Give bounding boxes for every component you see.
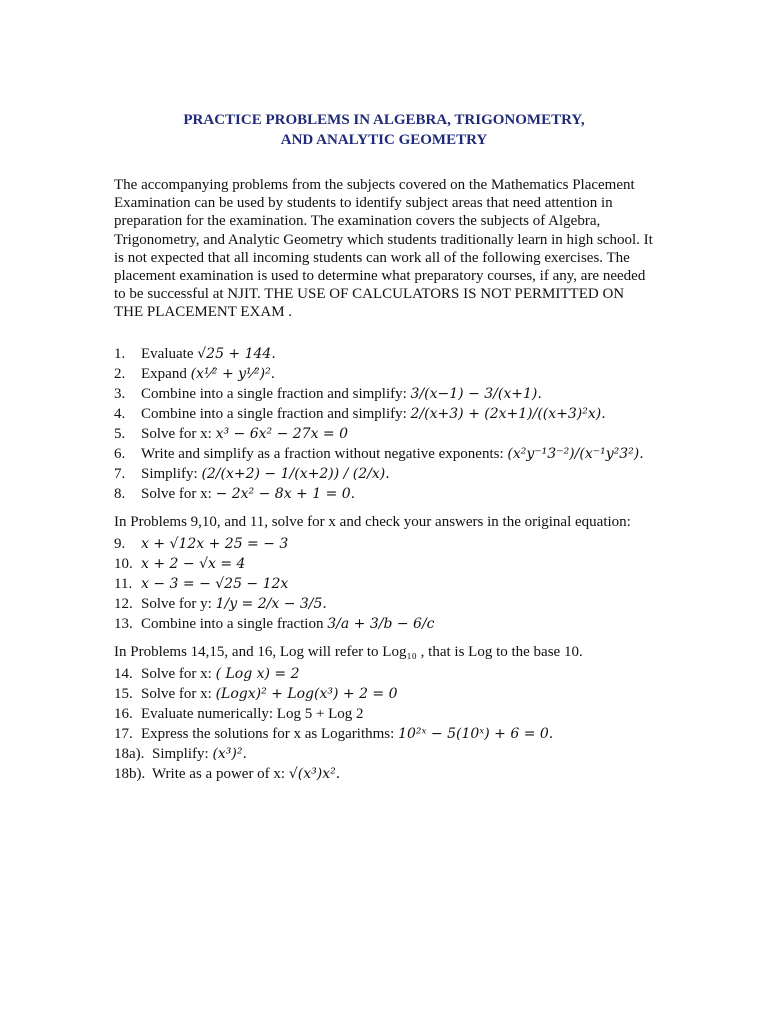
problem-13: [114, 614, 654, 634]
problem-text: Solve for y:: [141, 595, 216, 612]
problem-text: Evaluate: [141, 345, 198, 362]
problem-number: 1.: [114, 345, 126, 362]
problem-math: x³ − 6x² − 27x = 0: [215, 425, 349, 442]
problem-number: 3.: [114, 385, 126, 402]
title-line-1: PRACTICE PROBLEMS IN ALGEBRA, TRIGONOMETRY,: [183, 112, 585, 128]
note-problems-9-11: In Problems 9,10, and 11, solve for x and check your answers in the original equation:: [114, 513, 631, 530]
problem-list-1: [114, 344, 654, 504]
problem-math: x + √12x + 25 = − 3: [141, 535, 289, 552]
problem-text: Combine into a single fraction and simplify:: [141, 385, 411, 402]
problem-text: Combine into a single fraction and simplify:: [141, 405, 411, 422]
problem-number: 8.: [114, 485, 126, 502]
problem-list-2: [114, 534, 654, 634]
problem-list-3: [114, 664, 654, 784]
problem-math: ( Log x) = 2: [215, 665, 300, 682]
problem-14: [114, 664, 654, 684]
problem-text: Simplify:: [141, 465, 202, 482]
document-title: [114, 110, 654, 150]
problem-number: 18a).: [114, 745, 145, 762]
problem-number: 12.: [114, 595, 133, 612]
problem-math: 3/(x−1) − 3/(x+1).: [410, 385, 542, 402]
problem-math: 10²ˣ − 5(10ˣ) + 6 = 0.: [398, 725, 554, 742]
problem-text: Solve for x:: [141, 425, 216, 442]
problem-number: 15.: [114, 685, 133, 702]
problem-6: [114, 444, 654, 464]
problem-12: [114, 594, 654, 614]
problem-number: 10.: [114, 555, 133, 572]
problem-text: Write as a power of x:: [152, 765, 289, 782]
problem-number: 18b).: [114, 765, 146, 782]
problem-math: √(x³)x².: [288, 765, 341, 782]
problem-text: Evaluate numerically: Log 5 + Log 2: [141, 705, 364, 722]
problem-number: 17.: [114, 725, 133, 742]
problem-4: [114, 404, 654, 424]
problem-text: Expand: [141, 365, 191, 382]
problem-number: 9.: [114, 535, 126, 552]
problem-math: 2/(x+3) + (2x+1)/((x+3)²x).: [410, 405, 606, 422]
title-line-2: AND ANALYTIC GEOMETRY: [280, 132, 488, 148]
document-page: [114, 110, 654, 784]
problem-math: (2/(x+2) − 1/(x+2)) / (2/x).: [201, 465, 390, 482]
problem-8: [114, 484, 654, 504]
intro-paragraph: The accompanying problems from the subjects covered on the Mathematics Placement Examination can be used by students to identify subject areas that need attention in preparation for the examination. The examination covers the subjects of Algebra, Trigonometry, and Analytic Geometry which students traditionally learn in high school. It is not expected that all incoming students can work all of the following exercises. The placement examination is used to determine what preparatory courses, if any, are needed to be successful at NJIT. THE USE OF CALCULATORS IS NOT PERMITTED ON THE PLACEMENT EXAM .: [114, 177, 653, 321]
problem-5: [114, 424, 654, 444]
problem-math: (x¹⁄² + y¹⁄²)².: [190, 365, 276, 382]
problem-11: [114, 574, 654, 594]
problem-number: 5.: [114, 425, 126, 442]
problem-number: 7.: [114, 465, 126, 482]
problem-number: 2.: [114, 365, 126, 382]
problem-math: 3/a + 3/b − 6/c: [327, 615, 435, 632]
problem-math: x − 3 = − √25 − 12x: [141, 575, 289, 592]
problem-2: [114, 364, 654, 384]
problem-math: 1/y = 2/x − 3/5.: [215, 595, 327, 612]
problem-number: 4.: [114, 405, 126, 422]
problem-text: Express the solutions for x as Logarithms:: [141, 725, 399, 742]
problem-math: (Logx)² + Log(x³) + 2 = 0: [215, 685, 398, 702]
problem-number: 16.: [114, 705, 133, 722]
problem-math: − 2x² − 8x + 1 = 0.: [215, 485, 356, 502]
problem-text: Combine into a single fraction: [141, 615, 328, 632]
problem-number: 6.: [114, 445, 126, 462]
problem-9: [114, 534, 654, 554]
problem-16: [114, 704, 654, 724]
problem-math: √25 + 144.: [197, 345, 276, 362]
problem-text: Solve for x:: [141, 685, 216, 702]
problem-18a: [114, 744, 654, 764]
problem-number: 13.: [114, 615, 133, 632]
problem-text: Solve for x:: [141, 665, 216, 682]
problem-15: [114, 684, 654, 704]
problem-number: 11.: [114, 575, 133, 592]
problem-18b: [114, 764, 654, 784]
problem-math: x + 2 − √x = 4: [141, 555, 246, 572]
problem-text: Write and simplify as a fraction without negative exponents:: [141, 445, 508, 462]
note-log-base: In Problems 14,15, and 16, Log will refer to Log₁₀ , that is Log to the base 10.: [114, 643, 583, 660]
problem-math: (x³)².: [212, 745, 247, 762]
problem-number: 14.: [114, 665, 133, 682]
problem-3: [114, 384, 654, 404]
problem-1: [114, 344, 654, 364]
problem-10: [114, 554, 654, 574]
problem-17: [114, 724, 654, 744]
problem-math: (x²y⁻¹3⁻²)/(x⁻¹y²3²).: [507, 445, 644, 462]
problem-text: Simplify:: [152, 745, 213, 762]
problem-text: Solve for x:: [141, 485, 216, 502]
problem-7: [114, 464, 654, 484]
